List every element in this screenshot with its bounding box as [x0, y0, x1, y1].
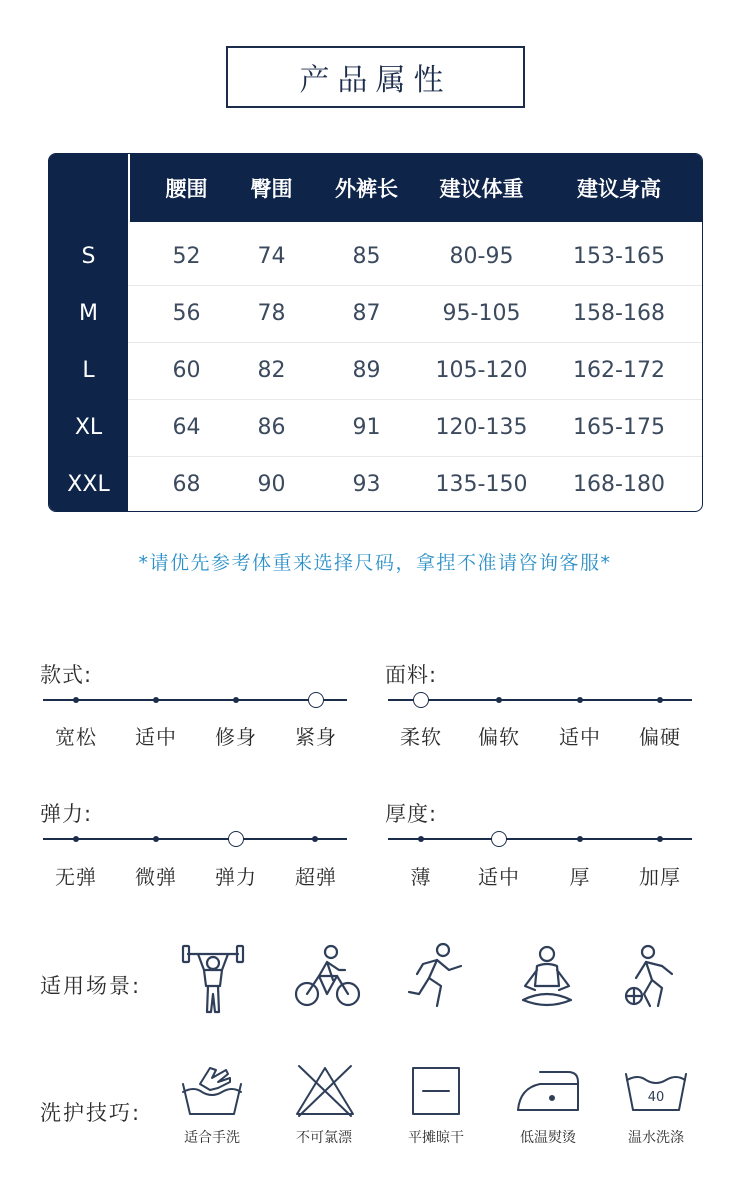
table-cell: 95-105: [442, 301, 521, 326]
header-waist: 腰围: [165, 177, 208, 201]
section-title: 产品属性: [226, 46, 525, 108]
header-length: 外裤长: [335, 177, 398, 201]
table-cell: 64: [172, 415, 201, 440]
fabric-scale-track: [388, 699, 692, 701]
table-cell: 120-135: [435, 415, 528, 440]
care-caption: 适合手洗: [184, 1130, 240, 1146]
scale-tick: [657, 697, 663, 703]
care-caption: 温水洗涤: [628, 1130, 684, 1146]
header-height: 建议身高: [577, 177, 661, 201]
scale-option: 厚: [569, 865, 591, 889]
scale-tick: [657, 836, 663, 842]
scale-tick: [153, 836, 159, 842]
style-scale-label: 款式:: [40, 663, 93, 687]
wash-temperature: 40: [647, 1090, 665, 1105]
header-hip: 臀围: [250, 177, 293, 201]
table-cell: 165-175: [573, 415, 665, 440]
care-caption: 不可氯漂: [296, 1130, 352, 1146]
scale-option: 紧身: [295, 725, 337, 749]
scale-option: 偏软: [478, 725, 520, 749]
table-cell: 87: [352, 301, 381, 326]
thickness-scale-label: 厚度:: [385, 802, 438, 826]
table-cell: 85: [352, 244, 381, 269]
running-icon: [407, 942, 467, 1012]
size-advice-note: *请优先参考体重来选择尺码，拿捏不准请咨询客服*: [138, 552, 612, 574]
stretch-scale-label: 弹力:: [40, 802, 93, 826]
style-scale-track: [43, 699, 347, 701]
table-cell: 74: [257, 244, 286, 269]
table-cell: 91: [352, 415, 381, 440]
table-cell: 90: [257, 472, 286, 497]
table-cell: 80-95: [449, 244, 514, 269]
care-caption: 低温熨烫: [520, 1130, 576, 1146]
thickness-scale-track: [388, 838, 692, 840]
fabric-scale-marker: [413, 692, 429, 708]
header-weight: 建议体重: [439, 177, 524, 201]
table-cell: 89: [352, 358, 381, 383]
scale-option: 修身: [215, 725, 257, 749]
scale-tick: [577, 697, 583, 703]
size-label: L: [82, 358, 95, 383]
scale-option: 微弹: [135, 865, 177, 889]
scale-tick: [577, 836, 583, 842]
scale-tick: [153, 697, 159, 703]
table-cell: 78: [257, 301, 286, 326]
size-label: S: [81, 244, 96, 269]
table-cell: 68: [172, 472, 201, 497]
scale-option: 加厚: [639, 865, 681, 889]
scale-option: 宽松: [55, 725, 97, 749]
cycling-icon: [293, 944, 363, 1010]
size-label: XXL: [67, 472, 110, 497]
size-label: XL: [74, 415, 103, 440]
size-table: [48, 153, 703, 512]
table-cell: 158-168: [573, 301, 665, 326]
hand-wash-icon: [180, 1062, 244, 1118]
scale-option: 适中: [478, 865, 520, 889]
table-cell: 86: [257, 415, 286, 440]
table-cell: 162-172: [573, 358, 665, 383]
scale-option: 无弹: [55, 865, 97, 889]
weightlifting-icon: [180, 944, 246, 1016]
table-cell: 56: [172, 301, 201, 326]
table-cell: 168-180: [573, 472, 665, 497]
table-cell: 93: [352, 472, 381, 497]
fabric-scale-label: 面料:: [385, 663, 438, 687]
thickness-scale-marker: [491, 831, 507, 847]
scenes-label: 适用场景:: [40, 974, 142, 998]
scale-option: 适中: [559, 725, 601, 749]
table-cell: 135-150: [435, 472, 528, 497]
scale-tick: [496, 697, 502, 703]
no-bleach-icon: [293, 1064, 357, 1118]
scale-tick: [418, 836, 424, 842]
stretch-scale-marker: [228, 831, 244, 847]
scale-option: 薄: [410, 865, 432, 889]
scale-tick: [73, 697, 79, 703]
yoga-icon: [517, 944, 577, 1010]
care-label: 洗护技巧:: [40, 1101, 142, 1125]
dry-flat-icon: [411, 1066, 461, 1116]
scale-option: 偏硬: [639, 725, 681, 749]
wash-40-icon: [624, 1068, 688, 1114]
scale-option: 适中: [135, 725, 177, 749]
scale-tick: [73, 836, 79, 842]
table-cell: 52: [172, 244, 201, 269]
low-iron-icon: [516, 1068, 580, 1114]
scale-option: 柔软: [400, 725, 442, 749]
table-cell: 105-120: [435, 358, 528, 383]
size-label: M: [79, 301, 98, 326]
table-cell: 82: [257, 358, 286, 383]
stretch-scale-track: [43, 838, 347, 840]
scale-tick: [312, 836, 318, 842]
table-cell: 153-165: [573, 244, 665, 269]
scale-option: 超弹: [295, 865, 337, 889]
table-cell: 60: [172, 358, 201, 383]
care-caption: 平摊晾干: [408, 1130, 464, 1146]
scale-option: 弹力: [215, 865, 257, 889]
scale-tick: [233, 697, 239, 703]
style-scale-marker: [308, 692, 324, 708]
basketball-icon: [622, 944, 682, 1014]
